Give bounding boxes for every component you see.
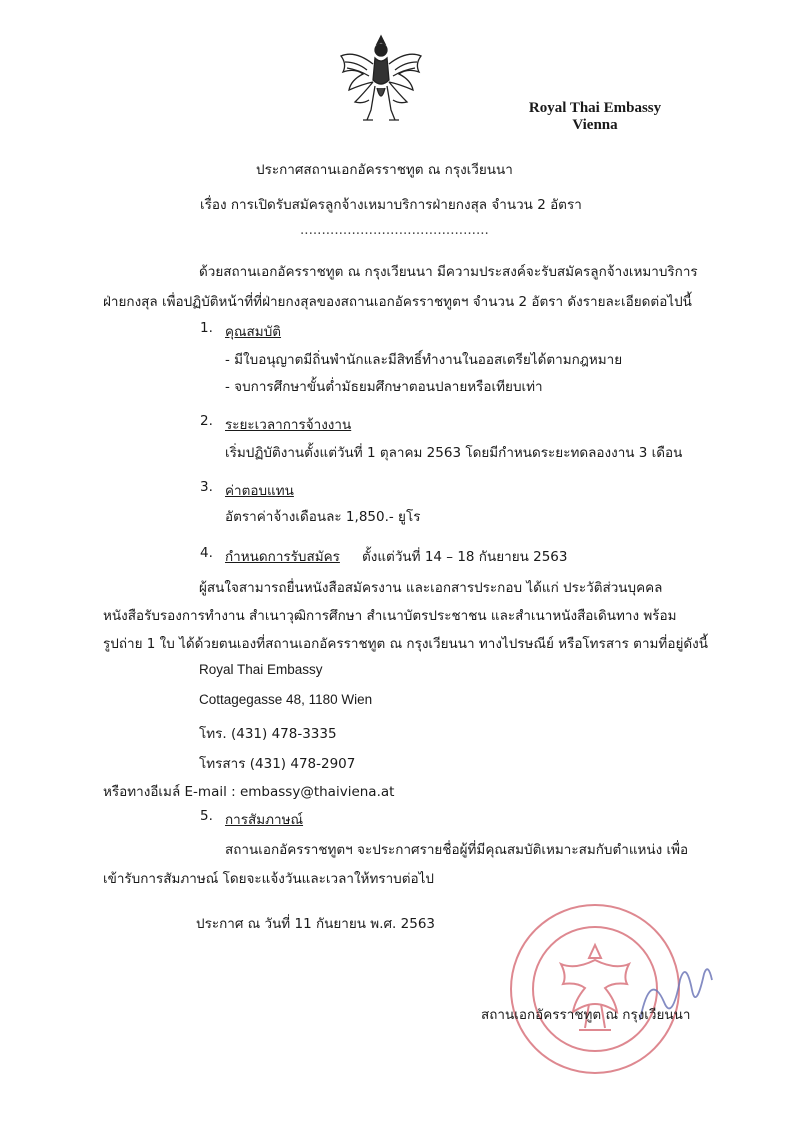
section-2-title: ระยะเวลาการจ้างงาน	[225, 417, 352, 433]
section-3-title: ค่าตอบแทน	[225, 483, 294, 499]
garuda-emblem-icon	[333, 28, 429, 128]
address-tel: โทร. (431) 478-3335	[199, 726, 337, 742]
section-2-number: 2.	[200, 413, 213, 429]
signature-icon	[630, 950, 720, 1040]
section-4-title: กำหนดการรับสมัคร	[225, 549, 340, 565]
section-2-body: เริ่มปฏิบัติงานตั้งแต่วันที่ 1 ตุลาคม 2563 โดยมีกำหนดระยะทดลองงาน 3 เดือน	[225, 445, 683, 461]
section-4-body-1: ผู้สนใจสามารถยื่นหนังสือสมัครงาน และเอกสารประกอบ ได้แก่ ประวัติส่วนบุคคล	[199, 580, 663, 596]
address-street: Cottagegasse 48, 1180 Wien	[199, 692, 373, 707]
address-email: หรือทางอีเมล์ E-mail : embassy@thaiviena.at	[103, 784, 395, 800]
section-5-title: การสัมภาษณ์	[225, 812, 304, 828]
signatory-name: สถานเอกอัครราชทูต ณ กรุงเวียนนา	[481, 1007, 691, 1023]
intro-line-2: ฝ่ายกงสุล เพื่อปฏิบัติหน้าที่ที่ฝ่ายกงสุลของสถานเอกอัครราชทูตฯ จำนวน 2 อัตรา ดังรายละเอียดต่อไปนี้	[103, 294, 692, 310]
section-4-body-3: รูปถ่าย 1 ใบ ได้ด้วยตนเองที่สถานเอกอัครราชทูต ณ กรุงเวียนนา ทางไปรษณีย์ หรือโทรสาร ตามที่อยู่ดังนี้	[103, 636, 708, 652]
section-5-body-2: เข้ารับการสัมภาษณ์ โดยจะแจ้งวันและเวลาให้ทราบต่อไป	[103, 871, 434, 887]
section-3-number: 3.	[200, 479, 213, 495]
section-5-number: 5.	[200, 808, 213, 824]
announcement-date: ประกาศ ณ วันที่ 11 กันยายน พ.ศ. 2563	[196, 916, 435, 932]
address-fax: โทรสาร (431) 478-2907	[199, 756, 356, 772]
embassy-city-en: Vienna	[572, 117, 618, 133]
section-4-number: 4.	[200, 545, 213, 561]
address-name: Royal Thai Embassy	[199, 662, 323, 677]
announcement-title: ประกาศสถานเอกอัครราชทูต ณ กรุงเวียนนา	[256, 162, 513, 178]
section-1-item-1: - มีใบอนุญาตมีถิ่นพำนักและมีสิทธิ์ทำงานในออสเตรียได้ตามกฎหมาย	[225, 352, 623, 368]
section-3-body: อัตราค่าจ้างเดือนละ 1,850.- ยูโร	[225, 509, 421, 525]
section-4-body-2: หนังสือรับรองการทำงาน สำเนาวุฒิการศึกษา สำเนาบัตรประชาชน และสำเนาหนังสือเดินทาง พร้อม	[103, 608, 677, 624]
subject-line: เรื่อง การเปิดรับสมัครลูกจ้างเหมาบริการฝ่ายกงสุล จำนวน 2 อัตรา	[200, 197, 582, 213]
section-1-number: 1.	[200, 320, 213, 336]
embassy-name-en: Royal Thai Embassy	[528, 100, 662, 116]
section-1-item-2: - จบการศึกษาขั้นต่ำมัธยมศึกษาตอนปลายหรือเทียบเท่า	[225, 379, 543, 395]
section-1-title: คุณสมบัติ	[225, 324, 282, 340]
section-4-dates: ตั้งแต่วันที่ 14 – 18 กันยายน 2563	[362, 549, 568, 565]
intro-line-1: ด้วยสถานเอกอัครราชทูต ณ กรุงเวียนนา มีความประสงค์จะรับสมัครลูกจ้างเหมาบริการ	[199, 264, 698, 280]
section-5-body-1: สถานเอกอัครราชทูตฯ จะประกาศรายชื่อผู้ที่มีคุณสมบัติเหมาะสมกับตำแหน่ง เพื่อ	[225, 842, 689, 858]
dotted-divider: ............................................	[300, 222, 489, 238]
